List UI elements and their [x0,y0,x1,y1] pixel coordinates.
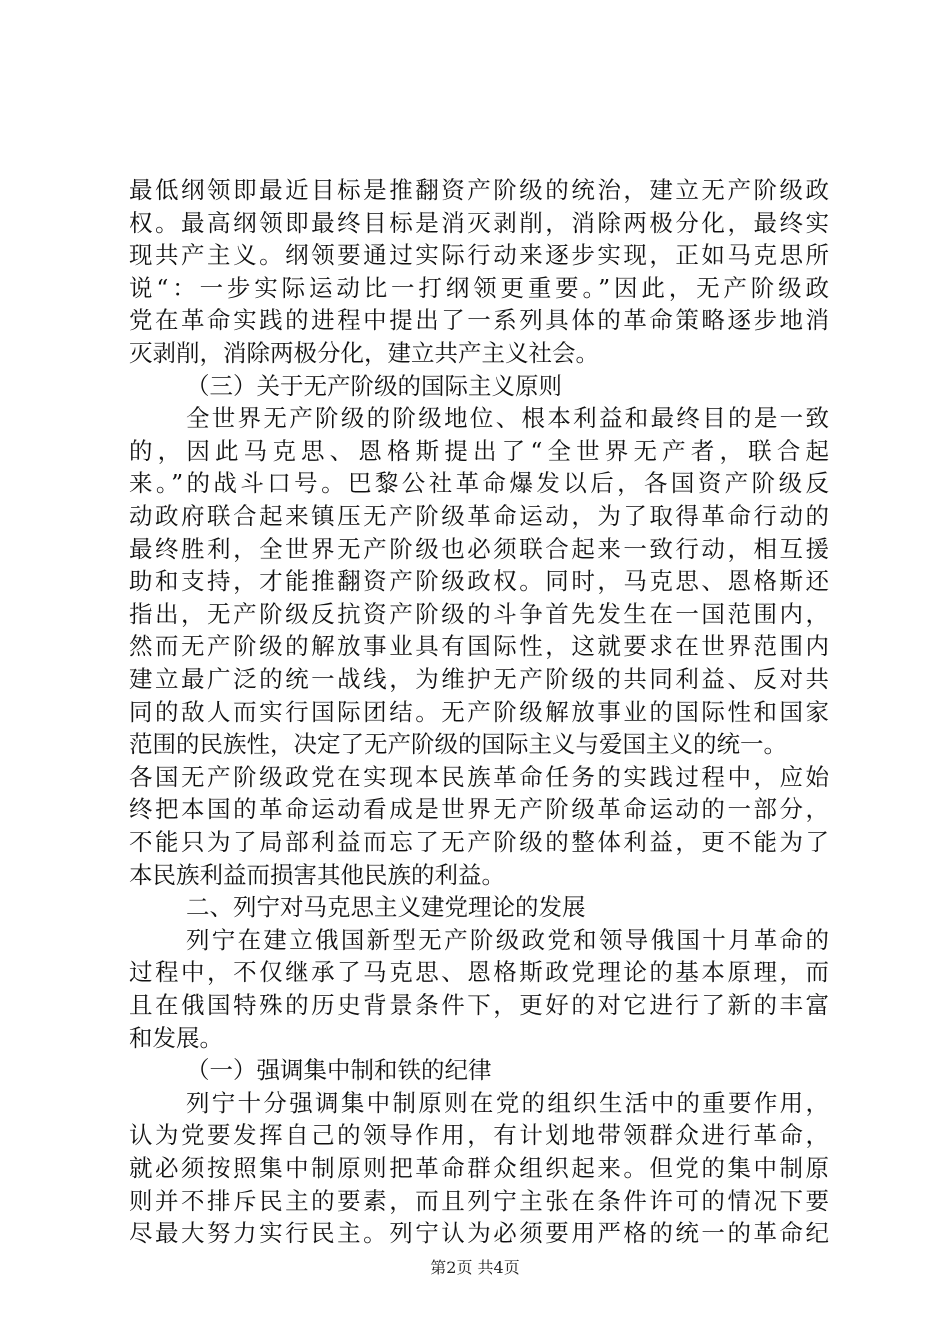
text-line: 动政府联合起来镇压无产阶级革命运动，为了取得革命行动的 [129,502,832,530]
text-line: 然而无产阶级的解放事业具有国际性，这就要求在世界范围内 [129,632,832,661]
text-line: 终把本国的革命运动看成是世界无产阶级革命运动的一部分， [129,795,832,824]
text-line: 过程中，不仅继承了马克思、恩格斯政党理论的基本原理，而 [129,958,832,987]
text-line: 范围的民族性，决定了无产阶级的国际主义与爱国主义的统一。 [129,730,787,759]
text-line: 党在革命实践的进程中提出了一系列具体的革命策略逐步地消 [129,306,832,335]
text-line: 就必须按照集中制原则把革命群众组织起来。但党的集中制原 [129,1154,832,1182]
text-line: 且在俄国特殊的历史背景条件下，更好的对它进行了新的丰富 [129,991,832,1019]
text-line: 指出，无产阶级反抗资产阶级的斗争首先发生在一国范围内， [129,599,832,628]
text-line: 认为党要发挥自己的领导作用，有计划地带领群众进行革命， [129,1121,832,1150]
text-line: 的，因此马克思、恩格斯提出了“全世界无产者，联合起 [129,436,835,465]
text-line: 灭剥削，消除两极分化，建立共产主义社会。 [129,339,599,367]
text-line: 助和支持，才能推翻资产阶级政权。同时，马克思、恩格斯还 [129,567,832,596]
text-line: 同的敌人而实行国际团结。无产阶级解放事业的国际性和国家 [129,697,832,726]
page-footer: 第2页 共4页 [430,1258,520,1277]
text-line: 现共产主义。纲领要通过实际行动来逐步实现，正如马克思所 [129,241,832,270]
text-line: （三）关于无产阶级的国际主义原则 [186,371,562,400]
text-line: 不能只为了局部利益而忘了无产阶级的整体利益，更不能为了 [129,828,832,856]
text-line: 权。最高纲领即最终目标是消灭剥削，消除两极分化，最终实 [129,208,832,237]
text-line: 本民族利益而损害其他民族的利益。 [129,860,505,889]
text-line: 列宁十分强调集中制原则在党的组织生活中的重要作用， [186,1088,832,1117]
text-line: 则并不排斥民主的要素，而且列宁主张在条件许可的情况下要 [129,1186,832,1215]
text-line: 二、列宁对马克思主义建党理论的发展 [186,893,586,922]
text-line: 说“：一步实际运动比一打纲领更重要。”因此，无产阶级政 [129,273,833,302]
text-line: 各国无产阶级政党在实现本民族革命任务的实践过程中，应始 [129,762,832,791]
text-line: 最终胜利，全世界无产阶级也必须联合起来一致行动，相互援 [129,534,832,563]
text-line: 最低纲领即最近目标是推翻资产阶级的统治，建立无产阶级政 [129,176,832,204]
text-line: 尽最大努力实行民主。列宁认为必须要用严格的统一的革命纪 [129,1219,832,1248]
text-line: （一）强调集中制和铁的纪律 [186,1056,492,1085]
text-line: 全世界无产阶级的阶级地位、根本利益和最终目的是一致 [186,404,832,433]
text-line: 建立最广泛的统一战线，为维护无产阶级的共同利益、反对共 [129,665,832,693]
text-line: 来。”的战斗口号。巴黎公社革命爆发以后，各国资产阶级反 [129,469,833,498]
text-line: 列宁在建立俄国新型无产阶级政党和领导俄国十月革命的 [186,925,832,954]
text-line: 和发展。 [129,1023,223,1052]
